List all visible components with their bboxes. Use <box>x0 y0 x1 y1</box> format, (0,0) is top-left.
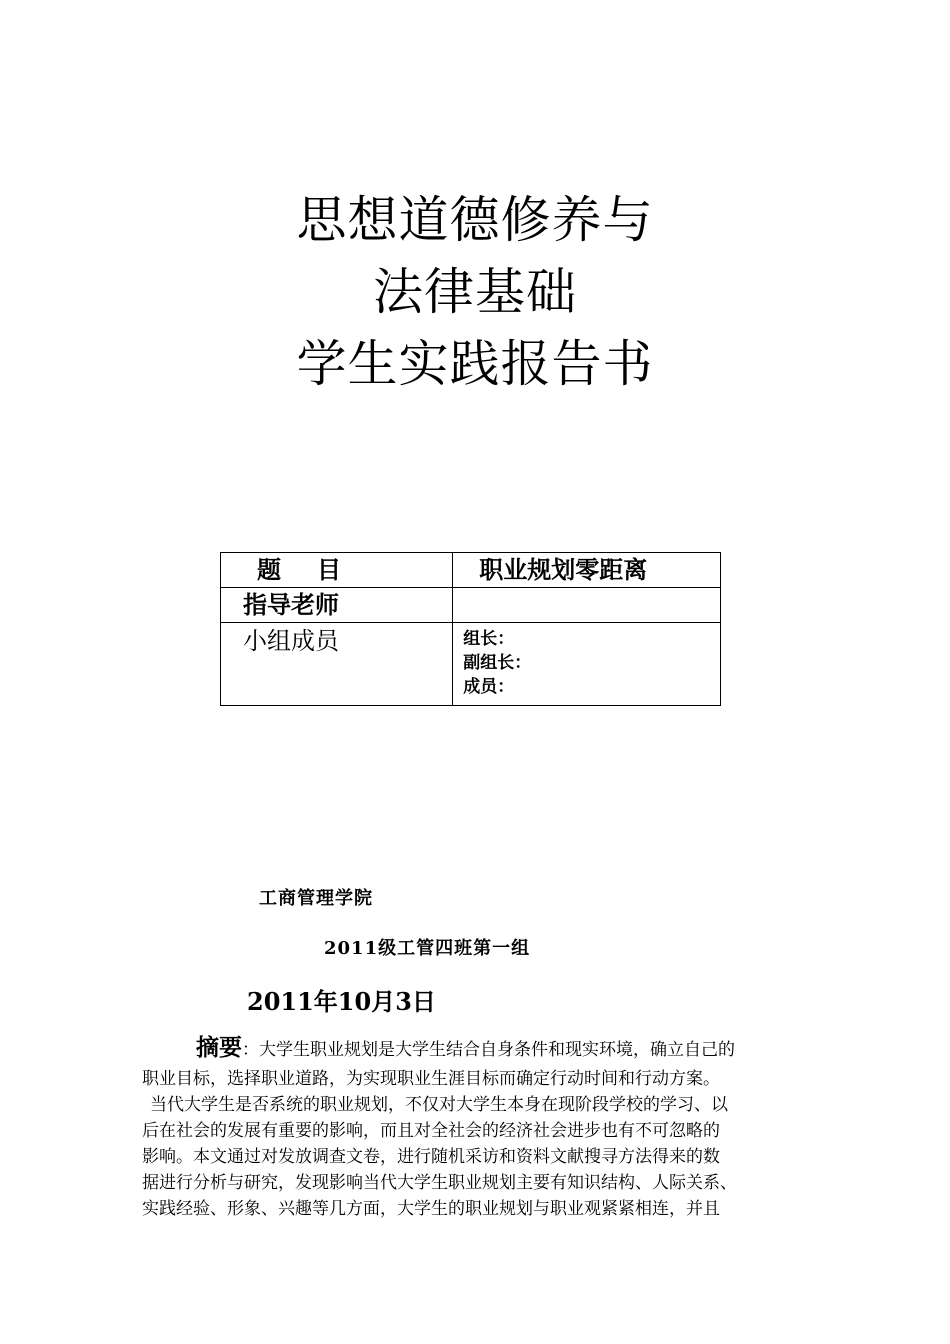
college-name: 工商管理学院 <box>259 888 373 909</box>
title-line-2: 法律基础 <box>373 263 577 321</box>
abstract-line-4: 后在社会的发展有重要的影响，而且对全社会的经济社会进步也有不可忽略的 <box>142 1121 720 1141</box>
title-line-1: 思想道德修养与 <box>296 191 654 249</box>
members-line: 成员： <box>463 677 515 697</box>
group-row <box>221 623 721 706</box>
group-label: 小组成员 <box>221 623 453 706</box>
topic-value: 职业规划零距离 <box>453 553 721 588</box>
leader-line: 组长： <box>463 629 515 649</box>
abstract-line-6: 据进行分析与研究，发现影响当代大学生职业规划主要有知识结构、人际关系、 <box>142 1173 737 1193</box>
abstract-line-7: 实践经验、形象、兴趣等几方面，大学生的职业规划与职业观紧紧相连，并且 <box>142 1199 720 1219</box>
report-title <box>0 184 950 400</box>
abstract <box>142 1032 822 1222</box>
group-members-cell <box>453 623 721 706</box>
vice-leader-line: 副组长： <box>463 653 532 673</box>
advisor-row <box>221 588 721 623</box>
advisor-value <box>453 588 721 623</box>
title-line-3: 学生实践报告书 <box>296 335 654 393</box>
class-group: 2011级工管四班第一组 <box>324 938 531 959</box>
topic-label: 题 目 <box>221 553 453 588</box>
abstract-line-2: 职业目标，选择职业道路，为实现职业生涯目标而确定行动时间和行动方案。 <box>142 1069 720 1089</box>
abstract-label: 摘要 <box>196 1035 242 1061</box>
info-table <box>220 552 721 706</box>
topic-row <box>221 553 721 588</box>
abstract-line-5: 影响。本文通过对发放调查文卷，进行随机采访和资料文献搜寻方法得来的数 <box>142 1147 720 1167</box>
report-date: 2011年10月3日 <box>247 987 436 1016</box>
advisor-label: 指导老师 <box>221 588 453 623</box>
abstract-line-3: 当代大学生是否系统的职业规划，不仅对大学生本身在现阶段学校的学习、以 <box>150 1095 728 1115</box>
abstract-line-1: 摘要：大学生职业规划是大学生结合自身条件和现实环境，确立自己的 <box>196 1035 735 1061</box>
